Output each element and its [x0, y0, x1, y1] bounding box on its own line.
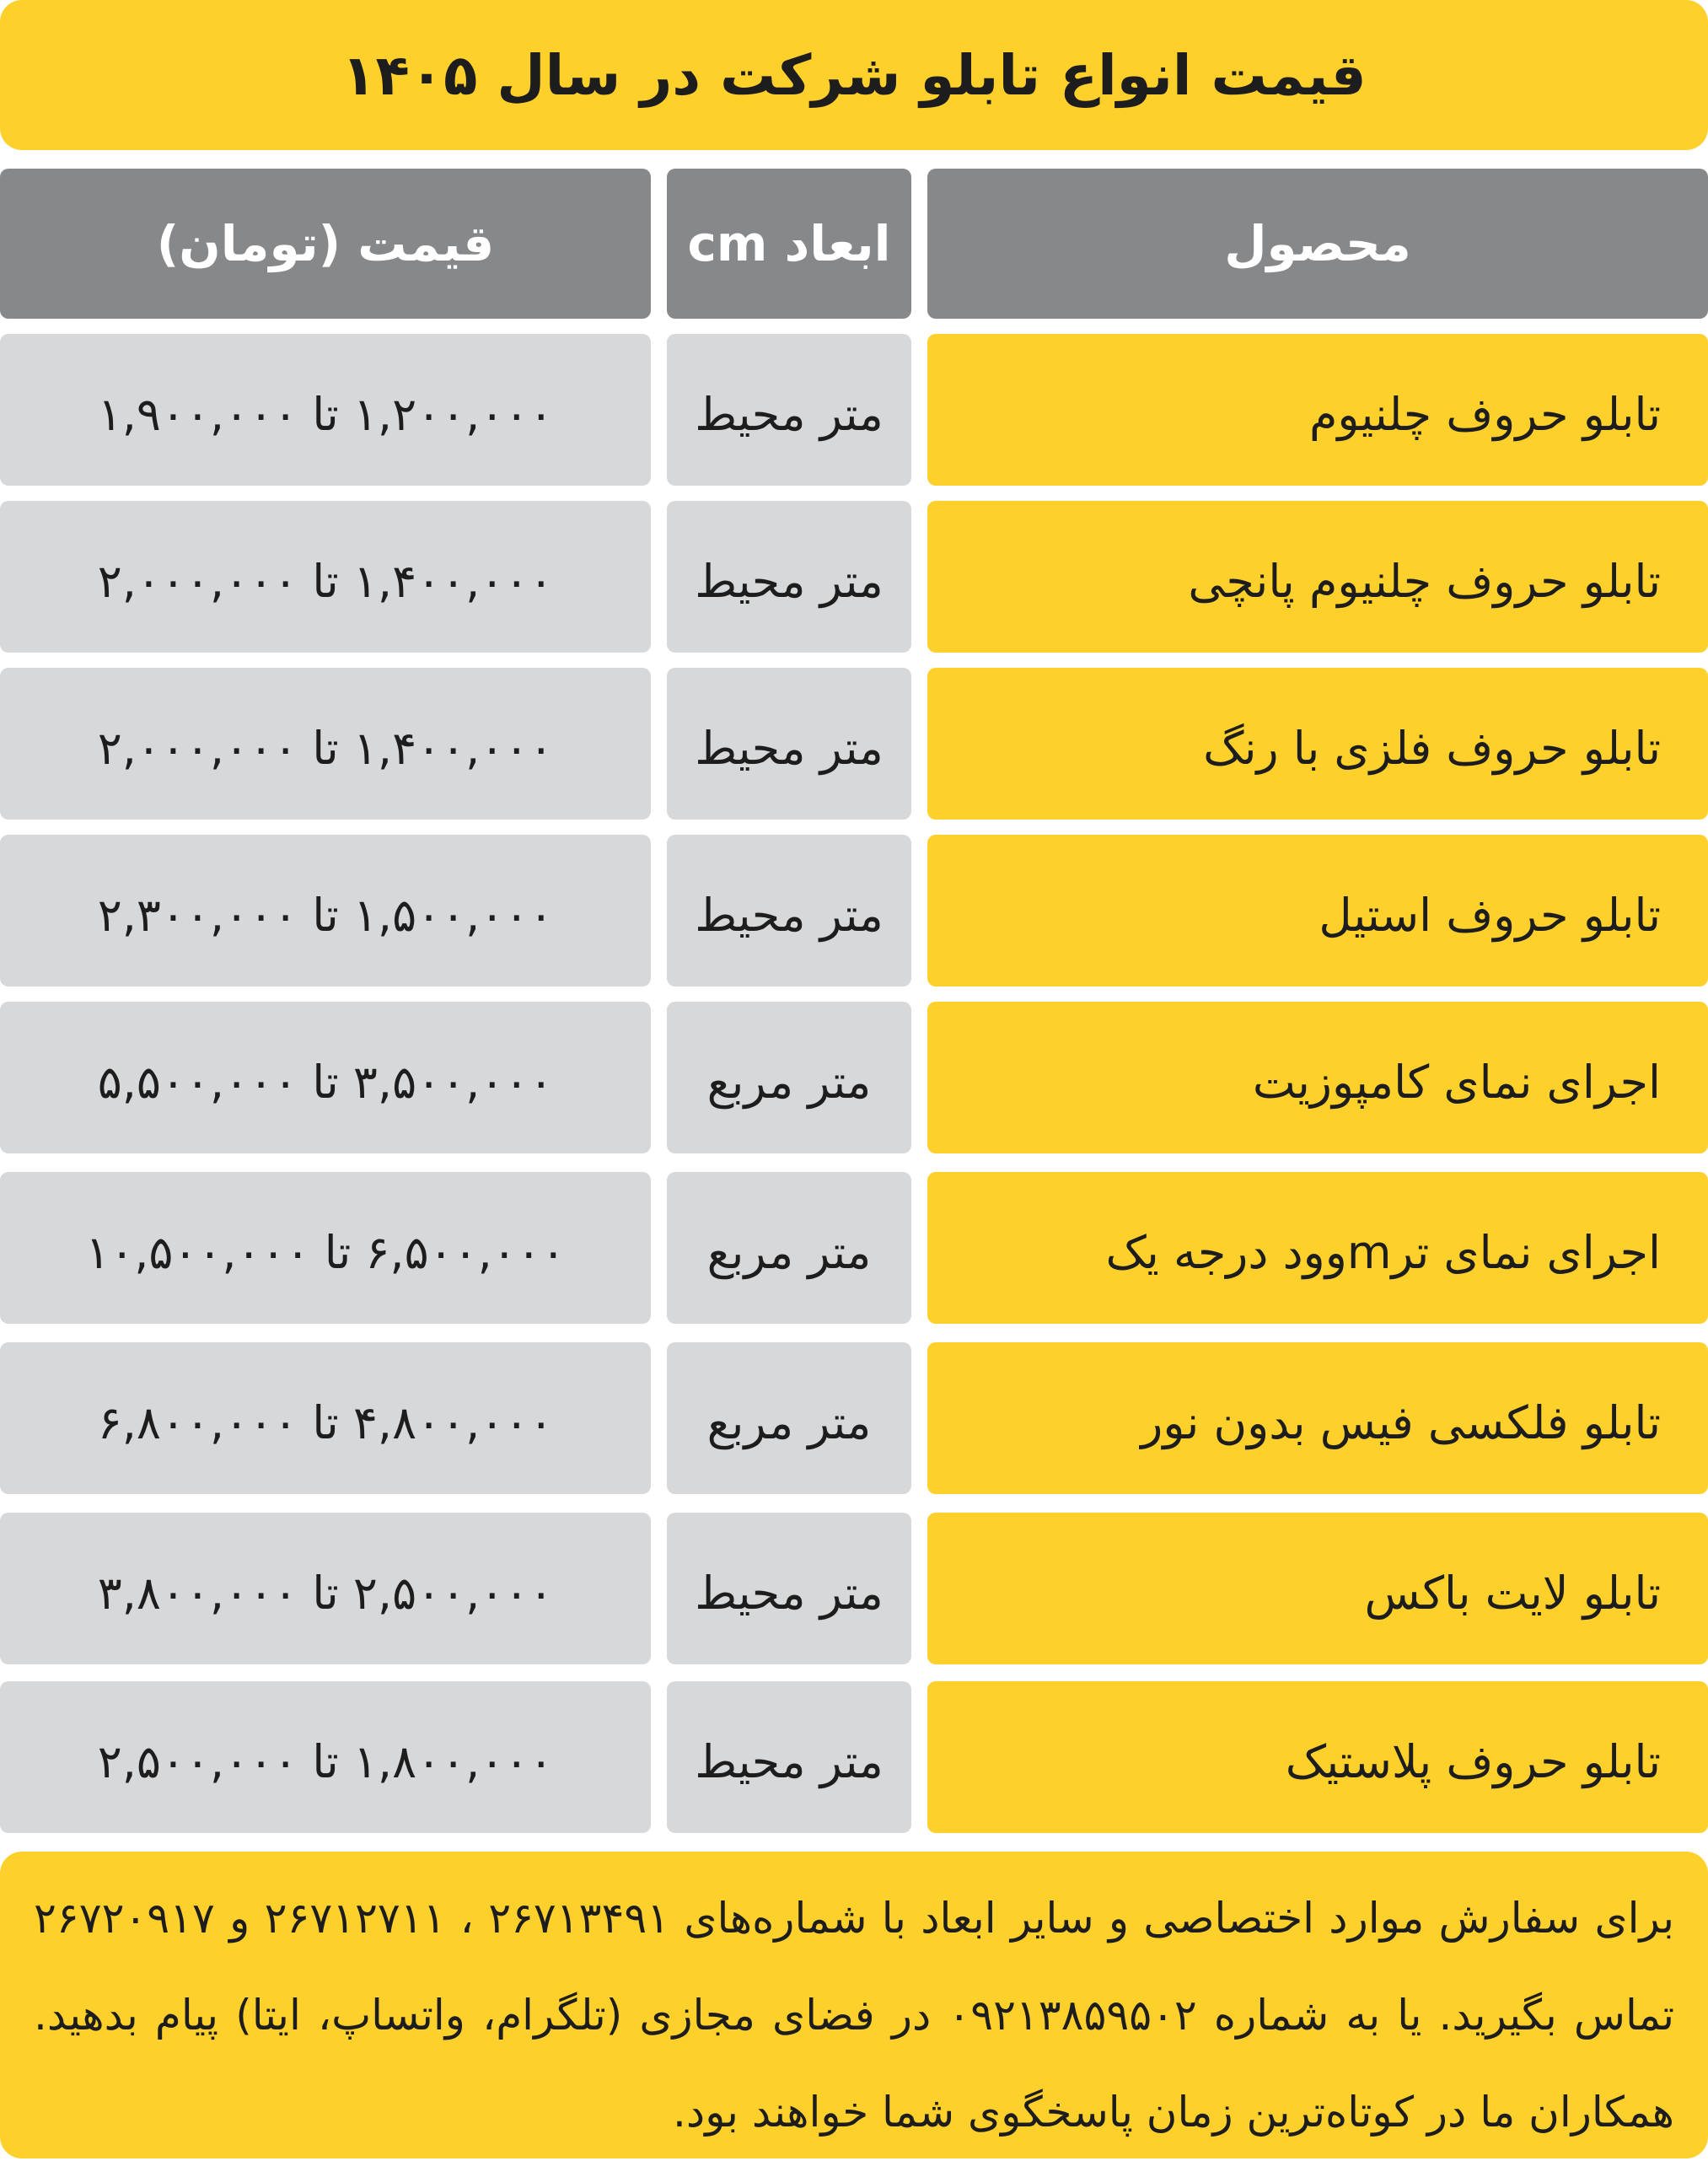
product-name: تابلو حروف چلنیوم	[1308, 387, 1661, 441]
table-row-product	[927, 835, 1708, 986]
header-price	[0, 169, 651, 319]
table-row-product	[927, 1342, 1708, 1494]
page-title: قیمت انواع تابلو شرکت در سال ۱۴۰۵	[341, 42, 1367, 108]
title-banner	[0, 0, 1708, 150]
header-dimension	[667, 169, 911, 319]
table-row-price	[0, 1513, 651, 1664]
price-range: ۳,۵۰۰,۰۰۰ تا ۵,۵۰۰,۰۰۰	[97, 1055, 554, 1109]
price-range: ۶,۵۰۰,۰۰۰ تا ۱۰,۵۰۰,۰۰۰	[85, 1225, 566, 1279]
price-range: ۱,۵۰۰,۰۰۰ تا ۲,۳۰۰,۰۰۰	[97, 888, 554, 942]
price-range: ۱,۸۰۰,۰۰۰ تا ۲,۵۰۰,۰۰۰	[97, 1734, 554, 1788]
contact-note-text: برای سفارش موارد اختصاصی و سایر ابعاد با شماره‌های ۲۶۷۱۳۴۹۱ ، ۲۶۷۱۲۷۱۱ و ۲۶۷۲۰۹۱۷ تماس بگیرید. یا به شماره ۰۹۲۱۳۸۵۹۵۰۲ در فضای مجازی (تلگرام، واتساپ، ایتا) پیام بدهید. همکاران ما در کوتاه‌ترین زمان پاسخگوی شما خواهند بود.	[34, 1894, 1674, 2137]
contact-note	[0, 1852, 1708, 2158]
table-row-dimension	[667, 1513, 911, 1664]
table-row-price	[0, 334, 651, 486]
table-row-product	[927, 334, 1708, 486]
header-dimension-label: ابعاد cm	[687, 215, 891, 272]
dimension-unit: متر مربع	[706, 1055, 872, 1109]
product-name: تابلو لایت باکس	[1364, 1566, 1661, 1620]
product-name: اجرای نمای کامپوزیت	[1252, 1055, 1661, 1109]
dimension-unit: متر مربع	[706, 1395, 872, 1449]
table-row-price	[0, 668, 651, 820]
table-row-product	[927, 1681, 1708, 1833]
table-row-price	[0, 1172, 651, 1324]
table-row-dimension	[667, 334, 911, 486]
table-row-product	[927, 501, 1708, 653]
dimension-unit: متر محیط	[695, 1566, 884, 1620]
price-range: ۱,۴۰۰,۰۰۰ تا ۲,۰۰۰,۰۰۰	[97, 554, 554, 608]
price-range: ۱,۲۰۰,۰۰۰ تا ۱,۹۰۰,۰۰۰	[97, 387, 554, 441]
dimension-unit: متر محیط	[695, 888, 884, 942]
dimension-unit: متر مربع	[706, 1225, 872, 1279]
table-row-dimension	[667, 1342, 911, 1494]
product-name: تابلو حروف پلاستیک	[1285, 1734, 1661, 1788]
table-row-dimension	[667, 501, 911, 653]
table-row-price	[0, 835, 651, 986]
product-name: تابلو فلکسی فیس بدون نور	[1141, 1395, 1661, 1449]
table-row-product	[927, 668, 1708, 820]
dimension-unit: متر محیط	[695, 554, 884, 608]
table-row-price	[0, 501, 651, 653]
product-name: تابلو حروف فلزی با رنگ	[1203, 721, 1661, 775]
price-range: ۱,۴۰۰,۰۰۰ تا ۲,۰۰۰,۰۰۰	[97, 721, 554, 775]
header-product	[927, 169, 1708, 319]
price-range: ۴,۸۰۰,۰۰۰ تا ۶,۸۰۰,۰۰۰	[97, 1395, 554, 1449]
product-name: تابلو حروف استیل	[1319, 888, 1661, 942]
table-row-product	[927, 1513, 1708, 1664]
header-price-label: قیمت (تومان)	[156, 215, 495, 272]
dimension-unit: متر محیط	[695, 1734, 884, 1788]
table-row-price	[0, 1002, 651, 1153]
table-row-dimension	[667, 835, 911, 986]
table-row-product	[927, 1002, 1708, 1153]
header-product-label: محصول	[1224, 215, 1411, 272]
table-row-dimension	[667, 1172, 911, 1324]
table-row-price	[0, 1681, 651, 1833]
product-name: تابلو حروف چلنیوم پانچی	[1188, 554, 1661, 608]
table-row-dimension	[667, 1002, 911, 1153]
table-row-product	[927, 1172, 1708, 1324]
product-name: اجرای نمای ترmوود درجه یک	[1105, 1225, 1661, 1279]
table-row-dimension	[667, 668, 911, 820]
price-range: ۲,۵۰۰,۰۰۰ تا ۳,۸۰۰,۰۰۰	[97, 1566, 554, 1620]
table-row-dimension	[667, 1681, 911, 1833]
table-row-price	[0, 1342, 651, 1494]
dimension-unit: متر محیط	[695, 721, 884, 775]
dimension-unit: متر محیط	[695, 387, 884, 441]
